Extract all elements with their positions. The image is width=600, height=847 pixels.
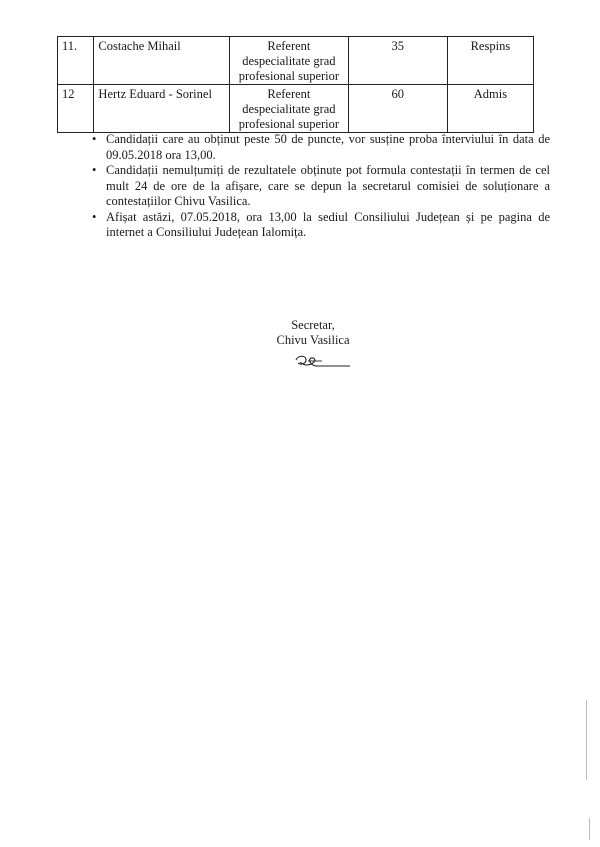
result: Respins xyxy=(447,37,533,85)
list-item xyxy=(92,132,550,163)
scan-edge-mark xyxy=(586,700,587,780)
notes-list xyxy=(92,132,550,241)
table-row xyxy=(58,85,534,133)
candidate-name: Costache Mihail xyxy=(94,37,230,85)
signer-role: Secretar, xyxy=(291,318,335,332)
bullet-icon: • xyxy=(92,209,97,224)
note-text: Afișat astăzi, 07.05.2018, ora 13,00 la sediul Consiliului Județean și pe pagina de internet a Consiliului Județean Ialomița. xyxy=(106,209,550,239)
bullet-icon: • xyxy=(92,163,97,177)
list-item xyxy=(92,210,550,241)
result: Admis xyxy=(447,85,533,133)
candidate-name: Hertz Eduard - Sorinel xyxy=(94,85,230,133)
position-title: Referent despecialitate grad profesional superior xyxy=(230,85,349,133)
scan-edge-mark xyxy=(589,818,590,840)
row-number: 11. xyxy=(58,37,94,85)
list-item xyxy=(92,163,550,210)
points: 60 xyxy=(348,85,447,133)
bullet-icon: • xyxy=(92,132,97,146)
note-text: Candidații care au obținut peste 50 de puncte, vor susține proba înterviului în data de 09.05.2018 ora 13,00. xyxy=(106,132,550,162)
results-table xyxy=(57,36,534,133)
note-text: Candidații nemulțumiți de rezultatele obținute pot formula contestații în termen de cel mult 24 de ore de la afișare, care se depun la secretarul comisiei de soluționare a contestațiilor Chivu Vasilica. xyxy=(106,163,550,208)
signer-name: Chivu Vasilica xyxy=(276,333,350,347)
points: 35 xyxy=(348,37,447,85)
table-row xyxy=(58,37,534,85)
signature-block xyxy=(258,318,368,348)
position-title: Referent despecialitate grad profesional superior xyxy=(230,37,349,85)
handwritten-signature xyxy=(292,352,354,372)
row-number: 12 xyxy=(58,85,94,133)
